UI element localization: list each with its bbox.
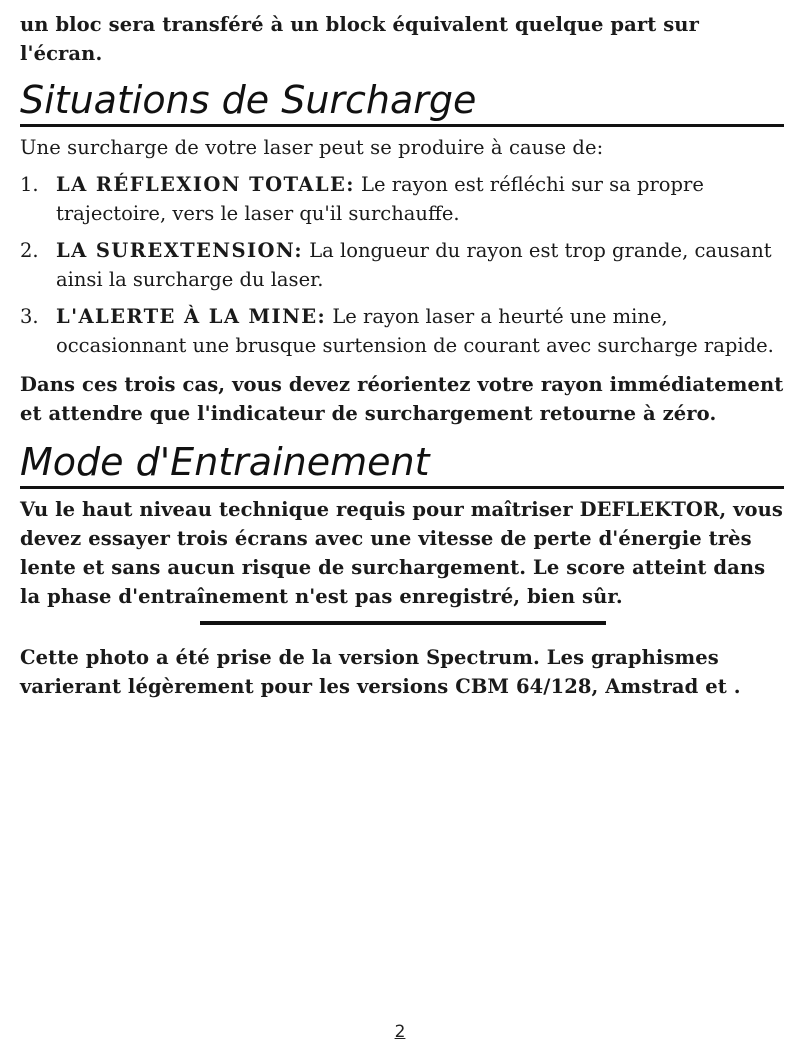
section-rule-entrainement (20, 486, 784, 489)
short-divider (200, 621, 606, 625)
section-rule-surcharge (20, 124, 784, 127)
manual-page (20, 10, 785, 701)
list-item-number: 1. (20, 173, 39, 196)
list-item-term: L'ALERTE À LA MINE: (56, 305, 327, 328)
list-item-desc: Le rayon est réfléchi sur sa propre trajectoire, vers le laser qu'il surchauffe. (56, 173, 704, 225)
list-item-number: 2. (20, 239, 39, 262)
list-item-term: LA SUREXTENSION: (56, 239, 304, 262)
page-number: 2 (394, 1022, 406, 1042)
intro-paragraph: un bloc sera transféré à un block équivalent quelque part sur l'écran. (20, 13, 699, 65)
list-item-desc: Le rayon laser a heurté une mine, occasionnant une brusque surtension de courant avec surcharge rapide. (56, 305, 774, 357)
surcharge-list (20, 170, 785, 360)
list-item-term: LA RÉFLEXION TOTALE: (56, 173, 355, 196)
list-item (20, 170, 785, 228)
surcharge-lead: Une surcharge de votre laser peut se produire à cause de: (20, 136, 604, 159)
list-item (20, 236, 785, 294)
section-heading-entrainement: Mode d'Entrainement (20, 440, 430, 484)
list-item-number: 3. (20, 305, 39, 328)
section-heading-surcharge: Situations de Surcharge (20, 78, 477, 122)
photo-note: Cette photo a été prise de la version Spectrum. Les graphismes varierant légèrement pour les versions CBM 64/128, Amstrad et . (20, 646, 741, 698)
list-item (20, 302, 785, 360)
list-item-desc: La longueur du rayon est trop grande, causant ainsi la surcharge du laser. (56, 239, 772, 291)
surcharge-closing: Dans ces trois cas, vous devez réorientez votre rayon immédiatement et attendre que l'indicateur de surchargement retourne à zéro. (20, 373, 784, 425)
entrainement-body: Vu le haut niveau technique requis pour maîtriser DEFLEKTOR, vous devez essayer trois écrans avec une vitesse de perte d'énergie très lente et sans aucun risque de surchargement. Le score atteint dans la phase d'entraînement n'est pas enregistré, bien sûr. (20, 498, 783, 608)
